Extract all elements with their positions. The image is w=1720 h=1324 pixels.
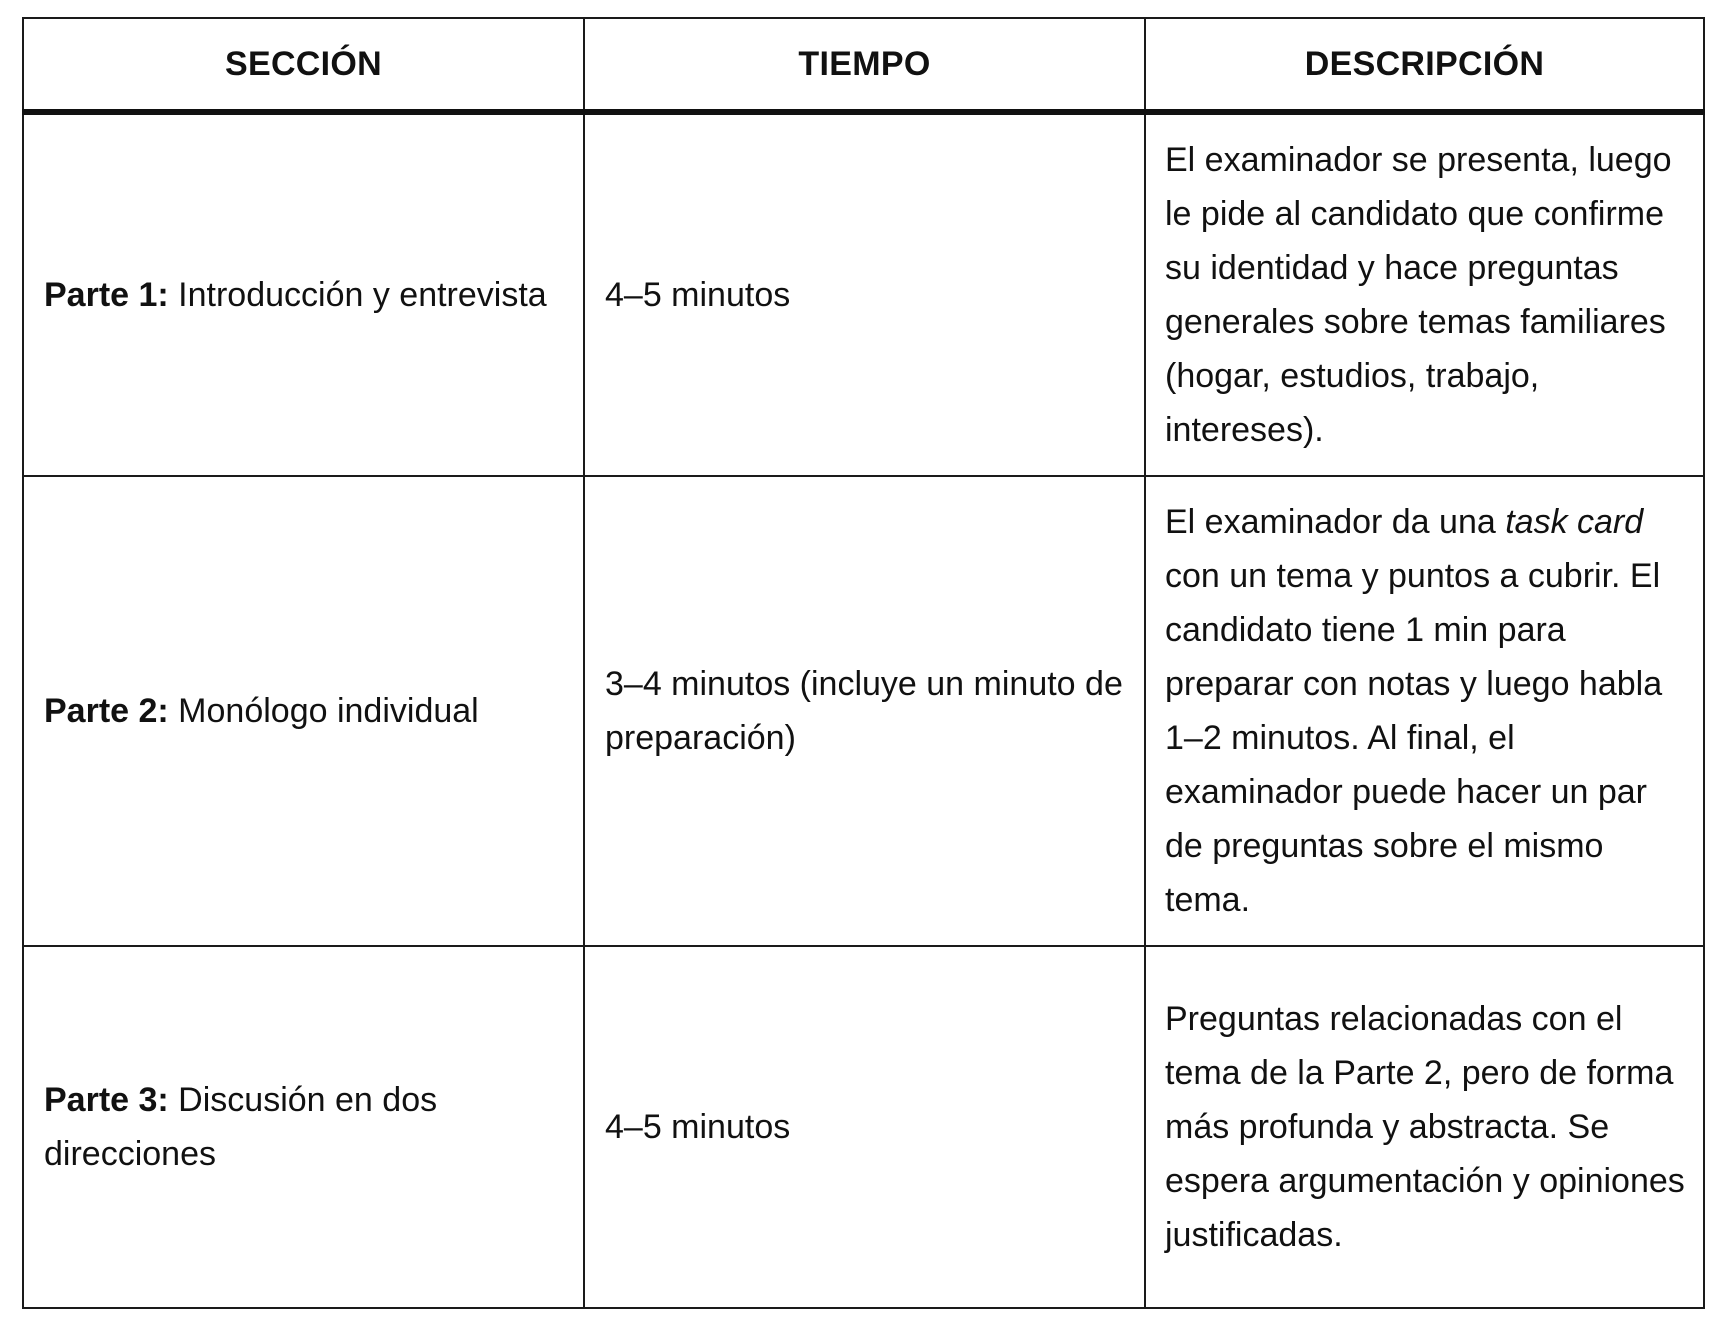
section-cell bbox=[23, 946, 584, 1308]
time-cell: 3–4 minutos (incluye un minuto de preparación) bbox=[584, 476, 1145, 946]
section-cell bbox=[23, 112, 584, 476]
header-description: DESCRIPCIÓN bbox=[1145, 18, 1704, 112]
description-suffix: con un tema y puntos a cubrir. El candidato tiene 1 min para preparar con notas y luego habla 1–2 minutos. Al final, el examinador puede hacer un par de preguntas sobre el mismo tema. bbox=[1165, 557, 1663, 919]
table-row bbox=[23, 476, 1704, 946]
description-cell: El examinador se presenta, luego le pide al candidato que confirme su identidad y hace preguntas generales sobre temas familiares (hogar, estudios, trabajo, intereses). bbox=[1145, 112, 1704, 476]
description-prefix: El examinador da una bbox=[1165, 503, 1506, 541]
speaking-exam-table bbox=[22, 17, 1705, 1309]
header-time: TIEMPO bbox=[584, 18, 1145, 112]
header-row bbox=[23, 18, 1704, 112]
description-cell bbox=[1145, 476, 1704, 946]
section-cell bbox=[23, 476, 584, 946]
time-cell: 4–5 minutos bbox=[584, 112, 1145, 476]
header-section: SECCIÓN bbox=[23, 18, 584, 112]
part-label: Parte 2: bbox=[44, 692, 169, 730]
time-cell: 4–5 minutos bbox=[584, 946, 1145, 1308]
part-title: Discusión en dos direcciones bbox=[44, 1081, 438, 1173]
table-row bbox=[23, 946, 1704, 1308]
part-label: Parte 3: bbox=[44, 1081, 169, 1119]
description-italic-term: task card bbox=[1505, 503, 1644, 541]
part-title: Introducción y entrevista bbox=[168, 276, 547, 314]
part-label: Parte 1: bbox=[44, 276, 169, 314]
description-cell: Preguntas relacionadas con el tema de la Parte 2, pero de forma más profunda y abstracta. Se espera argumentación y opiniones justificadas. bbox=[1145, 946, 1704, 1308]
part-title: Monólogo individual bbox=[168, 692, 479, 730]
table-row bbox=[23, 112, 1704, 476]
